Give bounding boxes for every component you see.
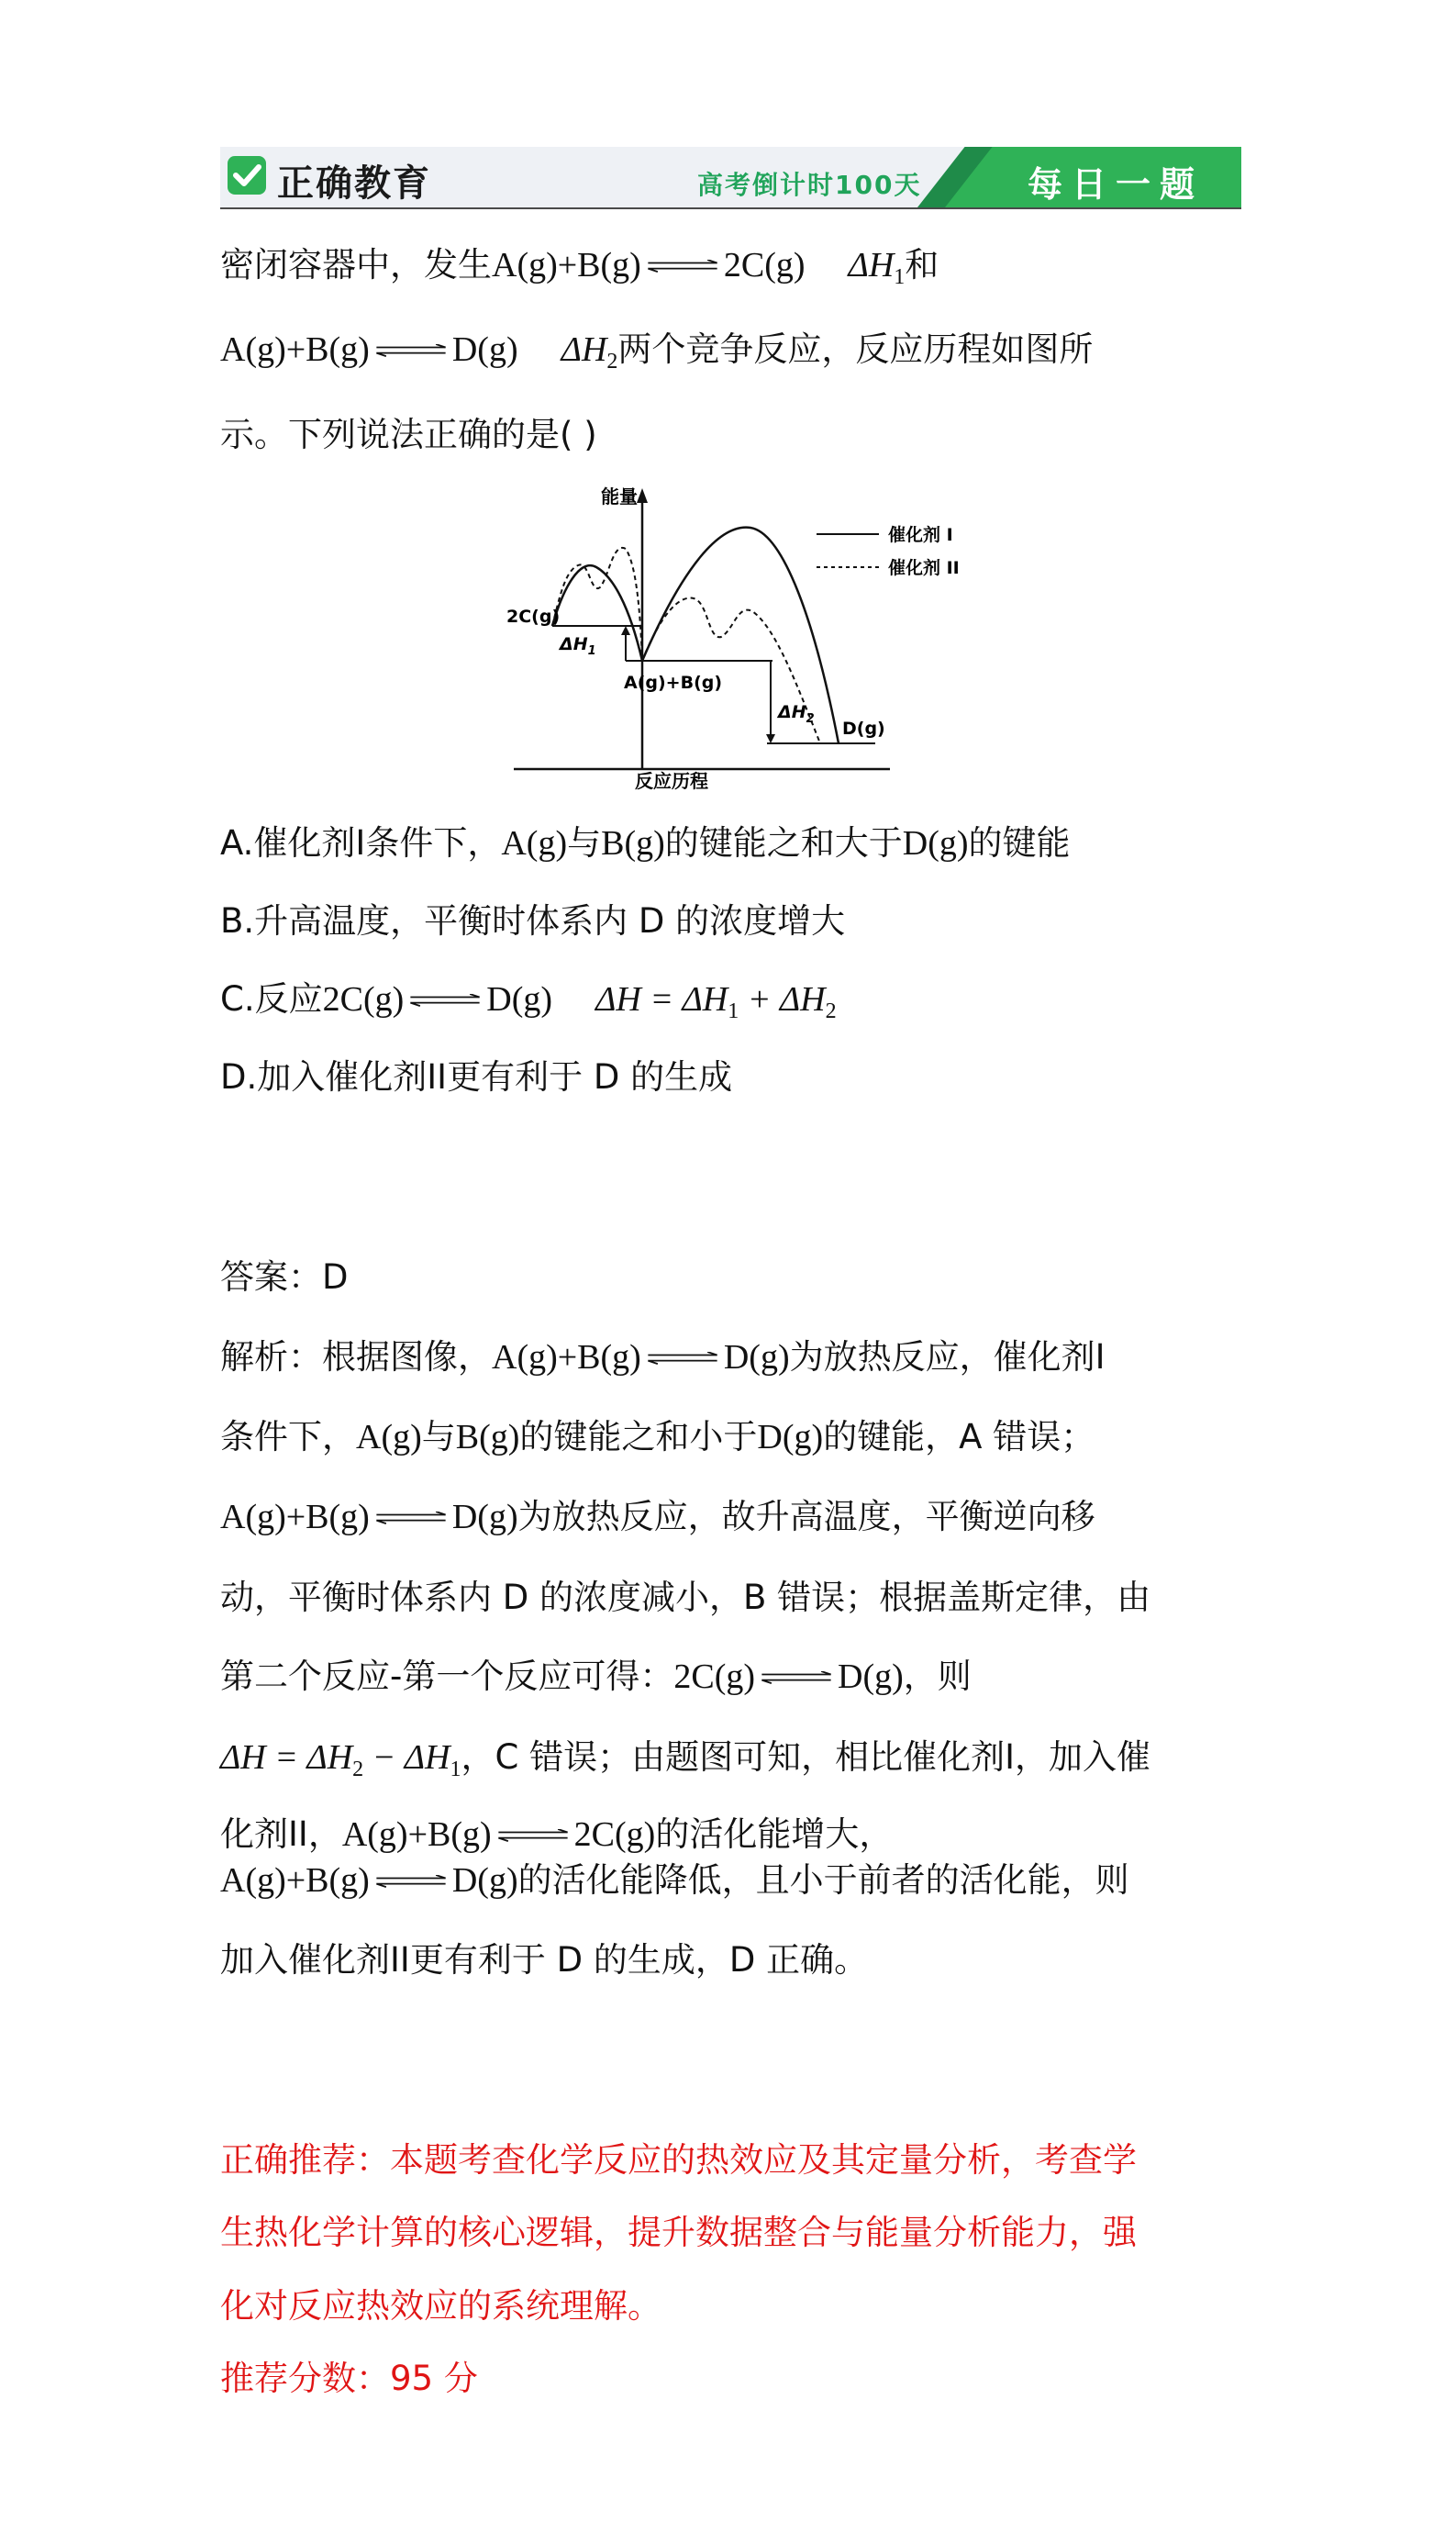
equilibrium-arrow-icon	[757, 1671, 836, 1684]
label-ab: A(g)+B(g)	[624, 673, 723, 693]
analysis-line-4: 动，平衡时体系内 D 的浓度减小，B 错误；根据盖斯定律，由	[220, 1578, 1151, 1617]
analysis-line-6	[220, 1737, 1151, 1781]
formula-dg: D(g)	[723, 1338, 790, 1377]
formula-dg: D(g)	[451, 1498, 518, 1536]
analysis-text: 第二个反应-第一个反应可得：	[220, 1657, 674, 1696]
analysis-text: ，C 错误；由题图可知，相比催化剂I，加入催	[461, 1737, 1151, 1777]
recommendation-score: 推荐分数：95 分	[220, 2359, 478, 2398]
option-a-text: 的键能	[968, 823, 1071, 863]
energy-diagram	[505, 477, 982, 798]
analysis-text: 为放热反应，故升高温度，平衡逆向移	[517, 1497, 1095, 1536]
option-a	[220, 823, 1071, 863]
analysis-text: 的活化能增大，	[655, 1814, 894, 1854]
formula-reactants: A(g)+B(g)	[220, 1861, 370, 1900]
analysis-text: 与	[421, 1417, 456, 1456]
label-2c: 2C(g)	[506, 607, 561, 627]
header-banner	[220, 147, 1241, 209]
equilibrium-arrow-icon	[494, 1829, 572, 1842]
analysis-text: 的键能之和小于	[519, 1417, 758, 1456]
y-axis-label: 能量	[601, 485, 638, 508]
analysis-text: 条件下，	[220, 1417, 356, 1456]
formula-ag: A(g)	[356, 1418, 422, 1456]
analysis-text: ，则	[903, 1657, 972, 1696]
formula-dg: D(g)	[838, 1657, 904, 1696]
reaction-1-reactants: A(g)+B(g)	[492, 246, 641, 285]
subscript-2: 2	[352, 1757, 364, 1781]
recommendation-line-1: 正确推荐：本题考查化学反应的热效应及其定量分析，考查学	[220, 2140, 1137, 2180]
option-b: B.升高温度，平衡时体系内 D 的浓度增大	[220, 901, 846, 941]
analysis-line-9: 加入催化剂II更有利于 D 的生成，D 正确。	[220, 1940, 869, 1980]
label-delta-h1: $\Delta H_1$	[560, 634, 596, 658]
reaction-2-reactants: A(g)+B(g)	[220, 330, 370, 369]
formula-reactants: A(g)+B(g)	[220, 1498, 370, 1536]
recommendation-line-2: 生热化学计算的核心逻辑，提升数据整合与能量分析能力，强	[220, 2213, 1137, 2252]
option-c	[220, 979, 837, 1023]
arrow-up-icon	[621, 626, 630, 635]
delta-h-equation: − ΔH	[363, 1738, 450, 1777]
y-axis-arrow-icon	[637, 488, 648, 503]
formula-reactants: A(g)+B(g)	[492, 1338, 641, 1377]
delta-h1: ΔH	[848, 246, 895, 285]
delta-h-equation: ΔH = ΔH	[220, 1738, 353, 1777]
option-d: D.加入催化剂II更有利于 D 的生成	[220, 1057, 733, 1097]
brand-name: 正确教育	[277, 162, 431, 205]
analysis-text: 的活化能降低，且小于前者的活化能，则	[517, 1860, 1129, 1900]
delta-h1-subscript: 1	[894, 265, 906, 289]
equilibrium-arrow-icon	[372, 344, 450, 357]
analysis-line-8	[220, 1860, 1129, 1900]
analysis-text: 化剂II，	[220, 1814, 342, 1854]
formula-dg: D(g)	[757, 1418, 824, 1456]
formula-ag: A(g)	[501, 824, 568, 863]
question-line-2	[220, 329, 1094, 374]
analysis-text: 的键能，A 错误；	[823, 1417, 1095, 1456]
reaction-2-product: D(g)	[451, 330, 518, 369]
formula-reactants: A(g)+B(g)	[341, 1815, 492, 1854]
legend-catalyst-2: 催化剂 II	[888, 558, 960, 578]
analysis-line-5	[220, 1659, 972, 1694]
formula-dg: D(g)	[451, 1861, 518, 1900]
label-d: D(g)	[842, 719, 885, 739]
analysis-line-3	[220, 1497, 1095, 1536]
formula-dg: D(g)	[902, 824, 969, 863]
analysis-line-1	[220, 1337, 1106, 1377]
formula-2cg: 2C(g)	[573, 1815, 656, 1854]
delta-h2: ΔH	[561, 330, 607, 369]
question-text: 密闭容器中，发生	[220, 245, 492, 285]
subscript-1: 1	[728, 999, 739, 1023]
analysis-text: 解析：根据图像，	[220, 1337, 492, 1377]
legend-catalyst-1: 催化剂 I	[888, 525, 953, 545]
formula-bg: B(g)	[455, 1418, 520, 1456]
subscript-1: 1	[450, 1757, 461, 1781]
equilibrium-arrow-icon	[406, 994, 484, 1007]
option-a-text: 与	[567, 823, 602, 863]
check-logo-icon	[228, 156, 266, 195]
option-c-text: C.反应	[220, 979, 323, 1019]
delta-h-equation: + ΔH	[739, 980, 826, 1019]
question-line-1	[220, 245, 939, 289]
equilibrium-arrow-icon	[643, 260, 722, 273]
reaction-1-product: 2C(g)	[723, 246, 806, 285]
analysis-text: 为放热反应，催化剂I	[789, 1337, 1106, 1377]
formula-2cg: 2C(g)	[673, 1657, 756, 1696]
recommendation-line-3: 化对反应热效应的系统理解。	[220, 2286, 661, 2326]
question-text: 两个竞争反应，反应历程如图所	[617, 329, 1094, 369]
analysis-line-7	[220, 1814, 894, 1854]
delta-h-equation: ΔH = ΔH	[595, 980, 728, 1019]
delta-h2-subscript: 2	[606, 350, 618, 374]
x-axis-label: 反应历程	[635, 770, 708, 792]
countdown-text: 高考倒计时100天	[697, 170, 922, 200]
subscript-2: 2	[825, 999, 837, 1023]
formula-2cg: 2C(g)	[322, 980, 405, 1019]
answer: 答案：D	[220, 1257, 349, 1297]
equilibrium-arrow-icon	[372, 1875, 450, 1888]
equilibrium-arrow-icon	[372, 1512, 450, 1524]
formula-dg: D(g)	[486, 980, 553, 1019]
curve-catalyst-1-right	[642, 528, 839, 743]
question-text: 和	[905, 245, 939, 285]
option-a-text: 的键能之和大于	[664, 823, 903, 863]
daily-question-tag: 每日一题	[1028, 164, 1205, 205]
arrow-down-icon	[766, 734, 775, 743]
option-a-text: A.催化剂I条件下，	[220, 823, 502, 863]
formula-bg: B(g)	[601, 824, 665, 863]
label-delta-h2: $\Delta H_2$	[778, 702, 815, 726]
question-line-3: 示。下列说法正确的是( )	[220, 415, 597, 454]
equilibrium-arrow-icon	[643, 1352, 722, 1365]
analysis-line-2	[220, 1417, 1095, 1456]
